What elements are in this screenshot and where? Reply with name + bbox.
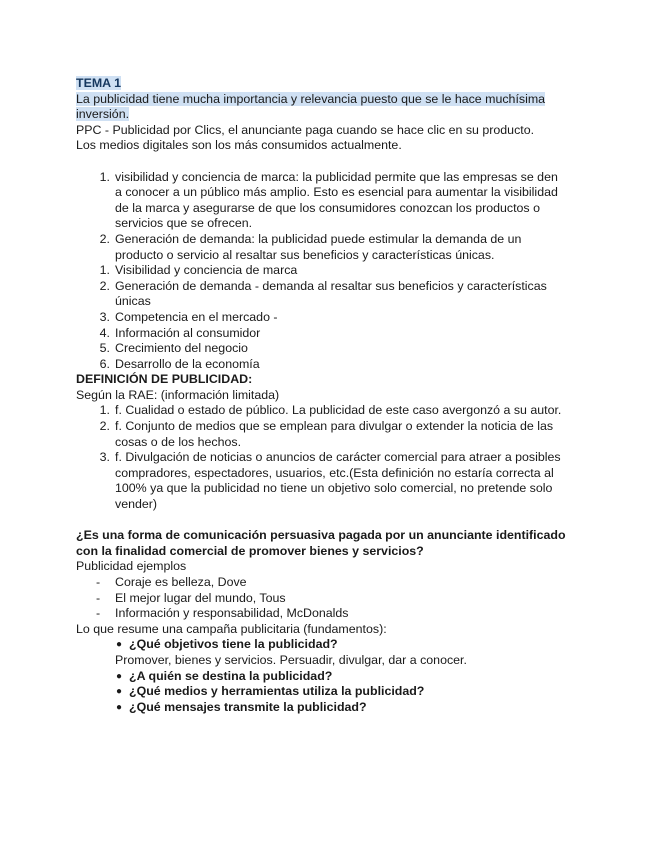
bullet-icon: ● (116, 639, 123, 651)
examples-label: Publicidad ejemplos (76, 559, 187, 574)
list-item: ● ¿A quién se destina la publicidad? (116, 668, 333, 683)
list-item: - Información y responsabilidad, McDonalds (96, 606, 349, 621)
bullet-icon: ● (116, 686, 123, 698)
list-ventajas (76, 170, 566, 264)
summary-label: Lo que resume una campaña publicitaria (fundamentos): (76, 621, 387, 636)
bullet-icon: ● (116, 701, 123, 713)
intro-medios: Los medios digitales son los más consumidos actualmente. (76, 138, 402, 153)
list-item: 3. f. Divulgación de noticias o anuncios de carácter comercial para atraer a posibles compradores, espectadores, usuarios, etc.(Esta definición no estaría correcta al 100% ya que la publicidad no tiene un objetivo solo comercial, no pretende solo vender) (99, 450, 561, 512)
list-item: 4. Información al consumidor (99, 325, 261, 340)
list-item: 5. Crecimiento del negocio (99, 341, 248, 356)
list-fundamentos-cont (76, 669, 566, 716)
list-item: 2. Generación de demanda: la publicidad puede estimular la demanda de un producto o servicio al resaltar sus beneficios y características únicas. (99, 231, 522, 262)
list-item: 6. Desarrollo de la economía (99, 356, 260, 371)
question-heading: ¿Es una forma de comunicación persuasiva pagada por un anunciante identificado con la finalidad comercial de promover bienes y servicios? (76, 528, 566, 558)
list-fundamentos (76, 637, 566, 653)
list-item: 2. Generación de demanda - demanda al resaltar sus beneficios y características únicas (99, 278, 547, 309)
list-item: - El mejor lugar del mundo, Tous (96, 590, 286, 605)
list-item: ● ¿Qué mensajes transmite la publicidad? (116, 699, 367, 714)
list-item: ● ¿Qué objetivos tiene la publicidad? (116, 637, 338, 652)
intro-highlighted: La publicidad tiene mucha importancia y relevancia puesto que se le hace muchísima inversión. (76, 91, 546, 122)
list-item: 2. f. Conjunto de medios que se emplean para divulgar o extender la noticia de las cosas o de los hechos. (99, 419, 554, 449)
rae-label: Según la RAE: (información limitada) (76, 387, 280, 402)
list-item: 1. visibilidad y conciencia de marca: la publicidad permite que las empresas se den a conocer a un público más amplio. Esto es esencial para aumentar la visibilidad de la marca y asegurarse de que los consumidores conozcan los productos o servicios que se ofrecen. (99, 169, 558, 231)
bullet-icon: ● (116, 670, 123, 682)
intro-ppc: PPC - Publicidad por Clics, el anunciante paga cuando se hace clic en su producto. (76, 122, 535, 137)
list-item: 1. Visibilidad y conciencia de marca (99, 263, 298, 278)
list-item: 3. Competencia en el mercado - (99, 309, 278, 324)
list-item: 1. f. Cualidad o estado de público. La publicidad de este caso avergonzó a su autor. (99, 403, 562, 418)
list-item: ● ¿Qué medios y herramientas utiliza la publicidad? (116, 684, 425, 699)
list-item: - Coraje es belleza, Dove (96, 575, 247, 589)
heading-tema: TEMA 1 (76, 76, 121, 90)
list-rae-definitions (76, 403, 566, 512)
list-resumen (76, 263, 566, 372)
bullet-answer: Promover, bienes y servicios. Persuadir, divulgar, dar a conocer. (115, 652, 467, 667)
document-body (76, 76, 566, 715)
list-examples (76, 575, 566, 622)
definition-heading: DEFINICIÓN DE PUBLICIDAD: (76, 372, 253, 387)
